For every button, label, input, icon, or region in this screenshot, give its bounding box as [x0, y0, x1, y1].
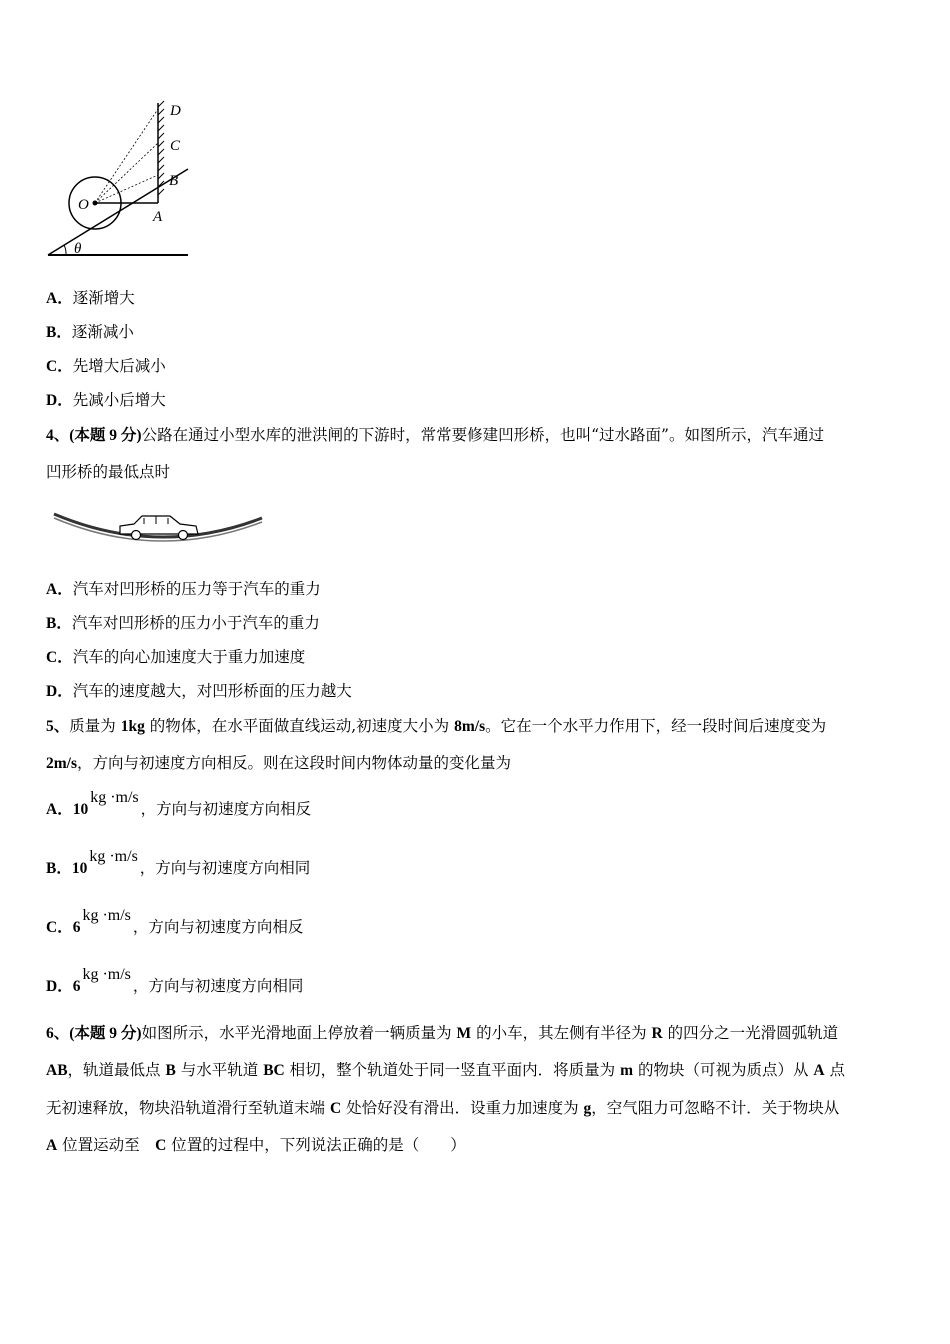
concave-bridge-figure [50, 500, 270, 550]
label-c: C [170, 138, 181, 154]
q3-option-a[interactable]: A．逐渐增大 [46, 289, 135, 307]
q5-stem-line2: 2m/s，方向与初速度方向相反。则在这段时间内物体动量的变化量为 [46, 754, 512, 772]
q5-option-a[interactable]: A．10kg ·m/s，方向与初速度方向相反 [46, 789, 312, 818]
label-d: D [170, 103, 181, 119]
q3-option-b[interactable]: B．逐渐减小 [46, 323, 134, 341]
q6-stem-line4: A 位置运动至 C 位置的过程中，下列说法正确的是（ ） [46, 1136, 466, 1154]
q4-stem-line1: 4、(本题 9 分)公路在通过小型水库的泄洪闸的下游时，常常要修建凹形桥，也叫“过水路面”。如图所示，汽车通过 [46, 426, 824, 444]
q4-stem-line2: 凹形桥的最低点时 [46, 463, 171, 481]
incline-wall-figure [40, 95, 200, 265]
label-b: B [169, 173, 179, 189]
q4-option-b[interactable]: B．汽车对凹形桥的压力小于汽车的重力 [46, 614, 320, 632]
q6-stem-line1: 6、(本题 9 分)如图所示，水平光滑地面上停放着一辆质量为 M 的小车，其左侧有半径为 R 的四分之一光滑圆弧轨道 [46, 1024, 839, 1042]
q4-option-a[interactable]: A．汽车对凹形桥的压力等于汽车的重力 [46, 580, 321, 598]
label-a: A [153, 209, 163, 225]
q5-option-b[interactable]: B．10kg ·m/s，方向与初速度方向相同 [46, 848, 311, 877]
q5-option-d[interactable]: D．6kg ·m/s，方向与初速度方向相同 [46, 966, 304, 995]
q4-option-c[interactable]: C．汽车的向心加速度大于重力加速度 [46, 648, 306, 666]
q6-stem-line2: AB，轨道最低点 B 与水平轨道 BC 相切，整个轨道处于同一竖直平面内．将质量为 m 的物块（可视为质点）从 A 点 [46, 1061, 846, 1079]
q5-stem-line1: 5、质量为 1kg 的物体，在水平面做直线运动,初速度大小为 8m/s。它在一个水平力作用下，经一段时间后速度变为 [46, 717, 827, 735]
q3-option-c[interactable]: C．先增大后减小 [46, 357, 166, 375]
q3-option-d[interactable]: D．先减小后增大 [46, 391, 166, 409]
q4-option-d[interactable]: D．汽车的速度越大，对凹形桥面的压力越大 [46, 682, 352, 700]
q5-option-c[interactable]: C．6kg ·m/s，方向与初速度方向相反 [46, 907, 304, 936]
q6-stem-line3: 无初速释放，物块沿轨道滑行至轨道末端 C 处恰好没有滑出．设重力加速度为 g，空气阻力可忽略不计．关于物块从 [46, 1099, 840, 1117]
label-o: O [78, 197, 89, 213]
label-theta: θ [74, 241, 82, 257]
